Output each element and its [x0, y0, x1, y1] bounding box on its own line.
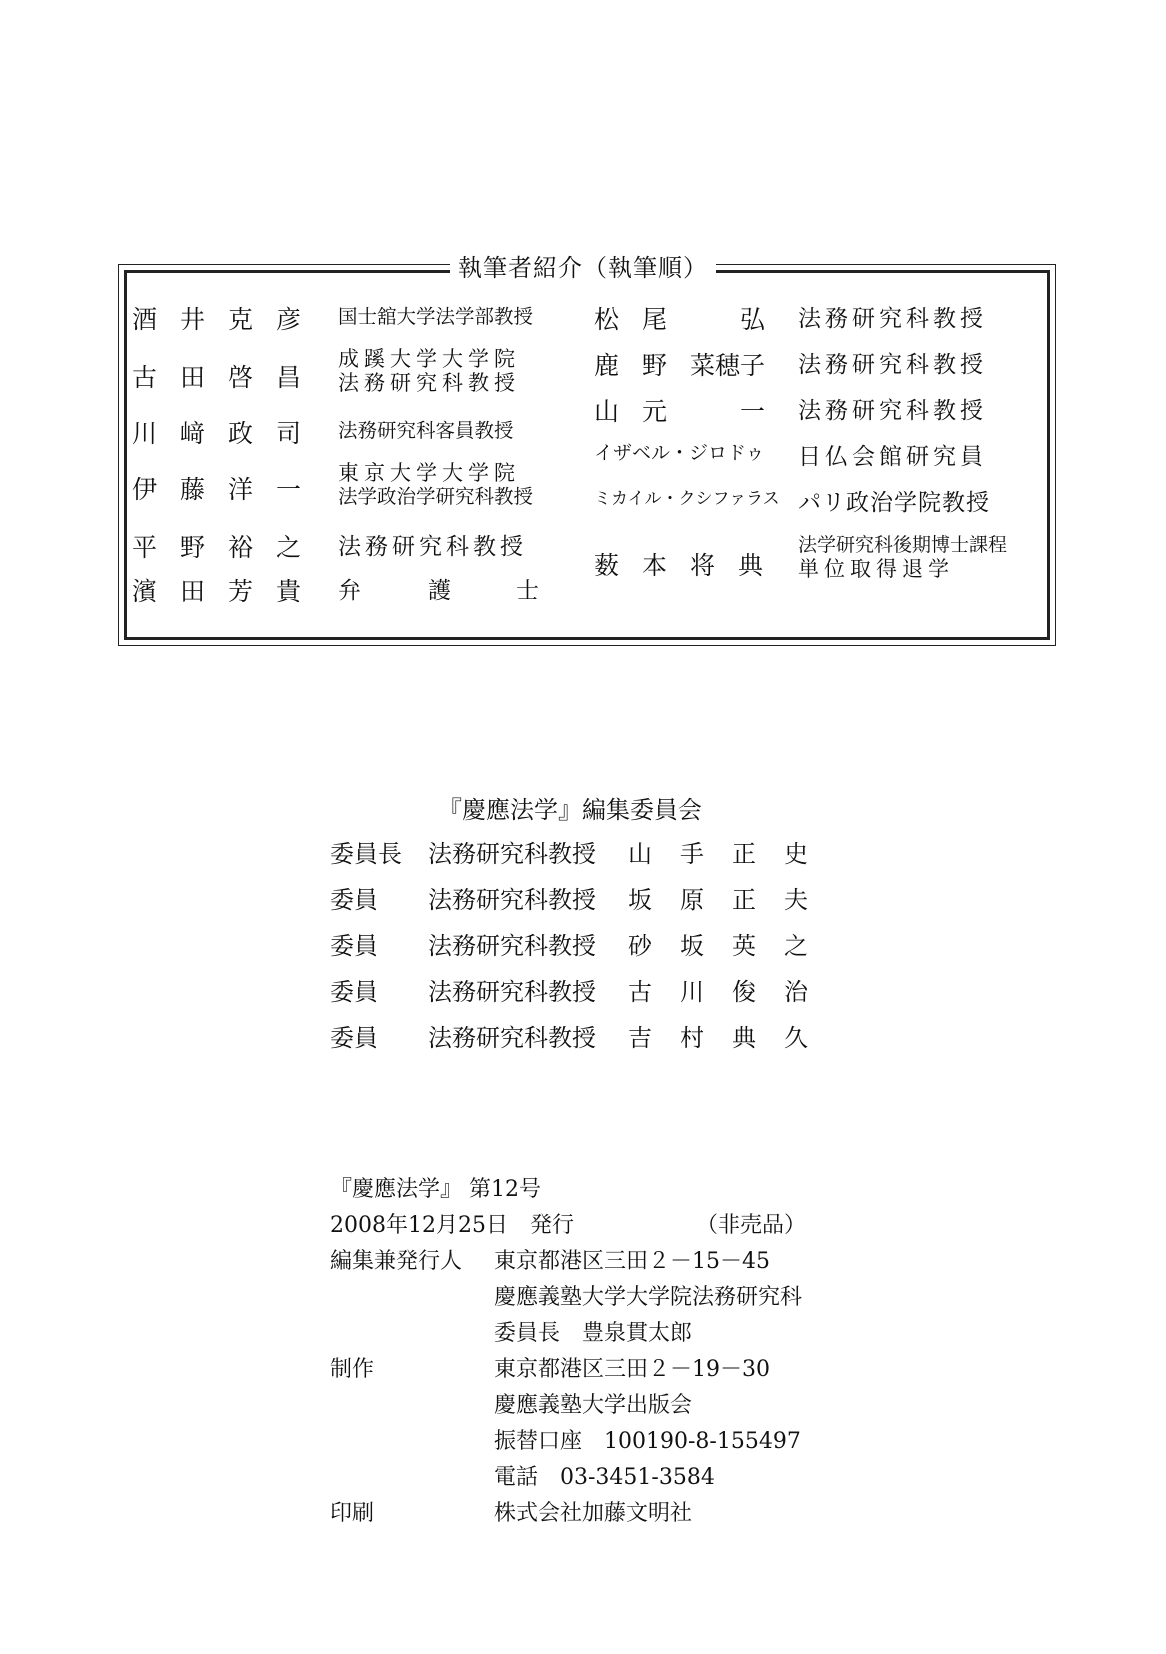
- committee-position: 法務研究科教授: [428, 932, 596, 960]
- author-affiliation-line: 単位取得退学: [798, 557, 954, 581]
- author-affiliation: パリ政治学院教授: [798, 490, 990, 516]
- colophon-editor-label: 編集兼発行人: [330, 1249, 463, 1274]
- author-affiliation-part: 弁: [338, 578, 365, 604]
- committee-member-name: 坂原正夫: [628, 886, 836, 914]
- colophon-production-label: 制作: [330, 1357, 375, 1382]
- committee-role: 委員: [330, 932, 378, 960]
- author-affiliation: 法務研究科教授: [798, 306, 987, 332]
- author-affiliation: 法務研究科教授: [798, 398, 987, 424]
- author-name-part: 尾: [642, 305, 668, 334]
- author-affiliation-line: 法学政治学研究科教授: [338, 485, 534, 508]
- author-name-part: 弘: [740, 305, 766, 334]
- colophon-editor-address: 東京都港区三田２－15－45: [494, 1249, 770, 1274]
- author-name: 伊藤洋一: [132, 475, 325, 504]
- author-affiliation-line: 法学研究科後期博士課程: [798, 534, 1008, 556]
- author-name: イザベル・ジロドゥ: [594, 442, 765, 464]
- colophon-editor-org: 慶應義塾大学大学院法務研究科: [494, 1285, 803, 1310]
- author-affiliation: 国士舘大学法学部教授: [338, 305, 534, 328]
- author-name-part: 元: [642, 397, 668, 426]
- committee-title: 『慶應法学』編集委員会: [438, 796, 702, 824]
- author-name: 川﨑政司: [132, 419, 325, 448]
- committee-position: 法務研究科教授: [428, 840, 596, 868]
- colophon-production-address: 東京都港区三田２－19－30: [494, 1357, 770, 1382]
- author-affiliation-part: 士: [516, 578, 543, 604]
- author-name-part: 松: [594, 305, 620, 334]
- author-name: 古田啓昌: [132, 363, 325, 392]
- author-affiliation-line: 東京大学大学院: [338, 461, 520, 485]
- committee-role: 委員長: [330, 840, 402, 868]
- author-affiliation-part: 護: [428, 578, 455, 604]
- author-name-part: 野: [642, 351, 668, 380]
- committee-role: 委員: [330, 886, 378, 914]
- committee-role: 委員: [330, 978, 378, 1006]
- author-name-part: 鹿: [594, 351, 620, 380]
- colophon-printing-label: 印刷: [330, 1501, 375, 1526]
- committee-role: 委員: [330, 1024, 378, 1052]
- colophon-date: 2008年12月25日 発行: [330, 1213, 574, 1238]
- colophon-transfer-account: 振替口座 100190-8-155497: [494, 1429, 801, 1454]
- committee-member-name: 古川俊治: [628, 978, 836, 1006]
- colophon-production-org: 慶應義塾大学出版会: [494, 1393, 693, 1418]
- committee-position: 法務研究科教授: [428, 1024, 596, 1052]
- committee-position: 法務研究科教授: [428, 978, 596, 1006]
- author-affiliation-line: 法務研究科教授: [338, 371, 520, 395]
- author-name: 濱田芳貴: [132, 577, 325, 606]
- colophon-editor-chair: 委員長 豊泉貫太郎: [494, 1321, 693, 1346]
- author-name: 薮本将典: [594, 551, 787, 580]
- author-name-part: 一: [740, 397, 766, 426]
- author-name: 平野裕之: [132, 533, 325, 562]
- author-affiliation-line: 成蹊大学大学院: [338, 347, 520, 371]
- authors-box-title: 執筆者紹介（執筆順）: [450, 250, 716, 286]
- author-name: ミカイル・クシファラス: [594, 489, 780, 509]
- author-affiliation: 法務研究科教授: [338, 534, 527, 560]
- committee-position: 法務研究科教授: [428, 886, 596, 914]
- author-affiliation: 法務研究科客員教授: [338, 419, 514, 442]
- author-name: 酒井克彦: [132, 305, 325, 334]
- colophon-title: 『慶應法学』 第12号: [330, 1177, 541, 1202]
- colophon-printer: 株式会社加藤文明社: [494, 1501, 693, 1526]
- committee-member-name: 砂坂英之: [628, 932, 836, 960]
- committee-member-name: 吉村典久: [628, 1024, 836, 1052]
- author-name-part: 菜穂子: [690, 351, 766, 380]
- colophon-phone: 電話 03-3451-3584: [494, 1465, 715, 1490]
- author-affiliation: 日仏会館研究員: [798, 444, 987, 470]
- author-name-part: 山: [594, 397, 620, 426]
- colophon-not-for-sale: （非売品）: [696, 1213, 807, 1238]
- committee-member-name: 山手正史: [628, 840, 836, 868]
- author-affiliation: 法務研究科教授: [798, 352, 987, 378]
